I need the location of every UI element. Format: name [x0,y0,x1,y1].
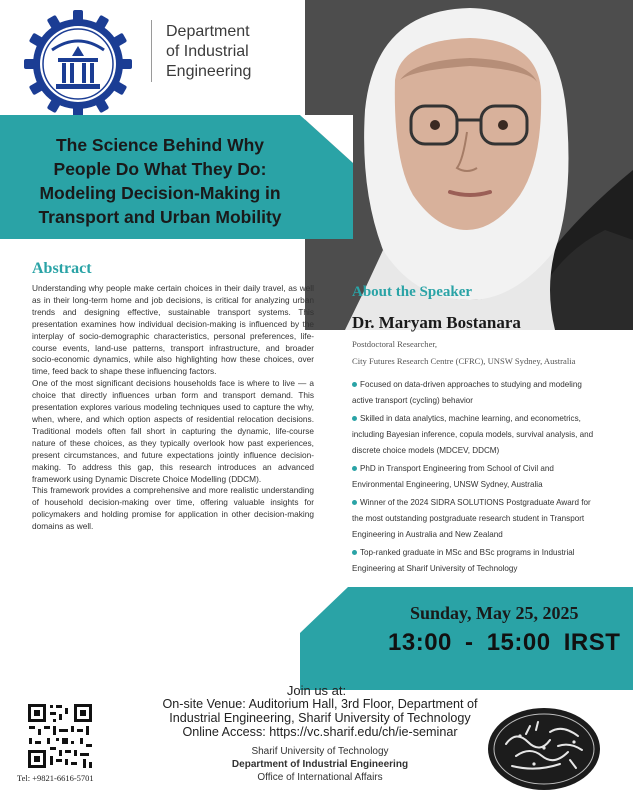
event-time: 13:00 - 15:00 IRST [388,629,621,656]
title-banner [0,115,353,239]
bullet-dot-icon [352,500,357,505]
venue-line-2: Industrial Engineering, Sharif University of Technology [169,711,471,725]
speaker-bullet [352,495,602,543]
speaker-bullet-text: Skilled in data analytics, machine learning, and econometrics, including Bayesian inference, copula models, survival analysis, and discrete choice models (MDCEV, DDCM) [352,414,594,455]
speaker-role: Postdoctoral Researcher, [352,339,438,349]
venue-info [160,697,480,739]
organizer-info [150,745,490,784]
speaker-bullet-text: PhD in Transport Engineering from School of Civil and Environmental Engineering, UNSW Sydney, Australia [352,464,554,489]
venue-line-1: On-site Venue: Auditorium Hall, 3rd Floor, Department of [162,697,478,711]
bullet-dot-icon [352,382,357,387]
bullet-dot-icon [352,550,357,555]
department-name [166,22,251,82]
bullet-dot-icon [352,416,357,421]
abstract-paragraph-3: This framework provides a comprehensive and more realistic understanding of household decision-making over time, offering valuable insights for policymakers and holding promise for application in other decision-making domains as well. [32,485,314,532]
university-calligraphy-seal-icon [486,706,602,792]
speaker-bullet-text: Top-ranked graduate in MSc and BSc programs in Industrial Engineering at Sharif University of Technology [352,548,575,573]
title-line-4: Transport and Urban Mobility [38,207,282,227]
telephone-number: Tel: +9821-6616-5701 [17,773,94,783]
title-line-2: People Do What They Do: [53,159,267,179]
event-date: Sunday, May 25, 2025 [410,603,579,623]
department-line-2: of Industrial [166,43,249,60]
about-speaker-heading: About the Speaker [352,284,473,300]
speaker-bullet-text: Winner of the 2024 SIDRA SOLUTIONS Postgraduate Award for the most outstanding postgraduate research student in Transport Engineering in Australia and New Zealand [352,498,591,539]
qr-code-icon[interactable] [26,702,94,770]
department-line-3: Engineering [166,63,252,80]
header-divider [151,20,152,82]
speaker-photo [305,0,633,330]
department-footer-name: Department of Industrial Engineering [231,759,409,770]
title-line-3: Modeling Decision-Making in [39,183,281,203]
sharif-university-logo-icon [22,8,134,120]
speaker-bullet-text: Focused on data-driven approaches to studying and modeling active transport (cycling) behavior [352,380,582,405]
date-banner [300,587,633,690]
join-us-label: Join us at: [286,683,347,698]
speaker-bullet [352,461,602,493]
abstract-paragraph-1: Understanding why people make certain choices in their daily travel, as well as in their long-term home and job decisions, is critical for analyzing urban trends and designing effective, sustainable transport systems. This presentation examines how individual decision-making is influenced by the interplay of socio-demographic characteristics, personal preferences, life-course events, land-use patterns, transport infrastructure, and broader socio-economic dynamics, while also highlighting how these choices, over time, feed back to shape these influencing factors. [32,283,314,377]
abstract-heading: Abstract [32,260,92,277]
speaker-affiliation: City Futures Research Centre (CFRC), UNSW Sydney, Australia [352,356,576,366]
title-line-1: The Science Behind Why [55,135,265,155]
online-access-link[interactable]: Online Access: https://vc.sharif.edu/ch/ie-seminar [182,725,458,739]
bullet-dot-icon [352,466,357,471]
university-name: Sharif University of Technology [251,746,389,757]
speaker-bullet-list [352,377,602,579]
office-name: Office of International Affairs [257,772,383,783]
speaker-bullet [352,545,602,577]
speaker-bullet [352,377,602,409]
abstract-body [32,283,314,533]
abstract-paragraph-2: One of the most significant decisions households face is where to live — a choice that directly influences urban form and transport demand. This presentation explores various modeling techniques used to capture the why, when, where, and which option aspects of residential relocation decisions. Traditional models often fall short in capturing the dynamic, life-course nature of these choices, as they typically overlook how past experiences, present circumstances, and future expectations jointly influence decision-making. To address this gap, this research introduces an advanced framework using Dynamic Discrete Choice Modelling (DDCM). [32,378,314,484]
speaker-name: Dr. Maryam Bostanara [352,313,521,332]
speaker-bullet [352,411,602,459]
department-line-1: Department [166,23,250,40]
event-title [0,133,320,229]
